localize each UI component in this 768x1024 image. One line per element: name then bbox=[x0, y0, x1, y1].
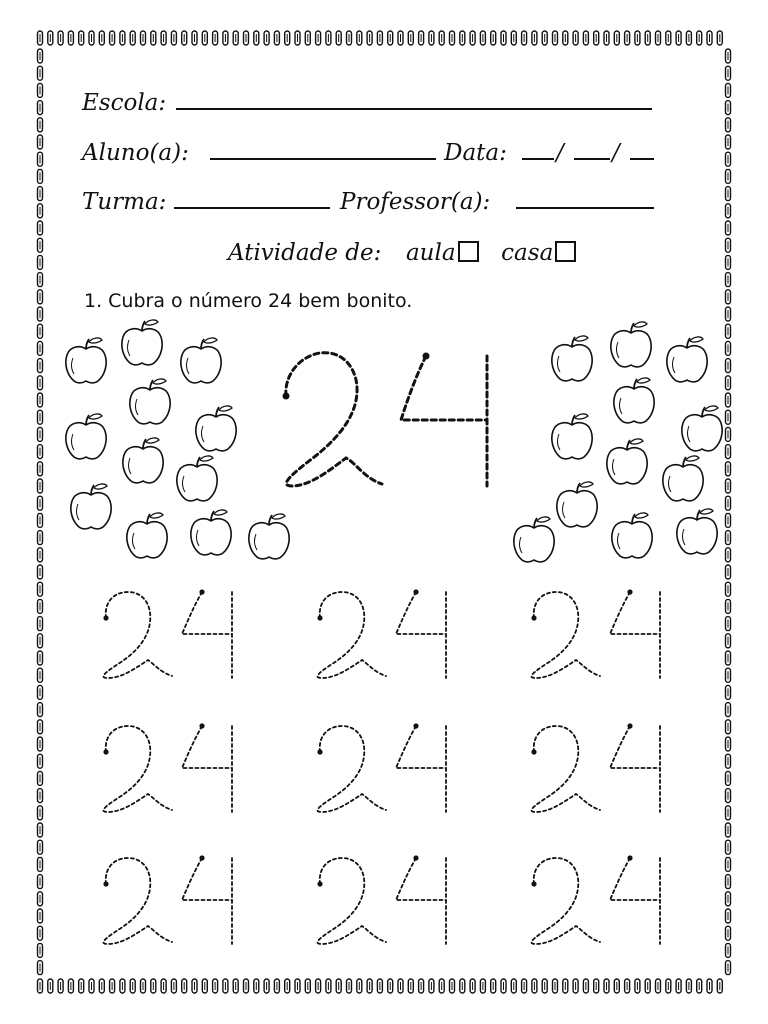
start-dot bbox=[103, 615, 108, 620]
start-dot bbox=[199, 723, 204, 728]
activity-home-option: casa bbox=[501, 240, 554, 266]
student-label: Aluno(a): bbox=[82, 140, 189, 166]
class-label: Turma: bbox=[82, 189, 167, 215]
start-dot bbox=[413, 855, 418, 860]
start-dot bbox=[103, 749, 108, 754]
practice-number-24[interactable] bbox=[317, 589, 446, 678]
start-dot bbox=[317, 881, 322, 886]
practice-number-24[interactable] bbox=[103, 589, 232, 678]
date-slash: / bbox=[612, 140, 620, 166]
start-dot bbox=[199, 855, 204, 860]
start-dot bbox=[531, 749, 536, 754]
start-dot bbox=[627, 855, 632, 860]
practice-number-24[interactable] bbox=[103, 723, 232, 812]
date-slash: / bbox=[556, 140, 564, 166]
start-dot bbox=[531, 881, 536, 886]
start-dot bbox=[627, 589, 632, 594]
practice-number-24[interactable] bbox=[531, 589, 660, 678]
practice-number-24[interactable] bbox=[531, 855, 660, 944]
school-label: Escola: bbox=[82, 90, 167, 116]
practice-number-24[interactable] bbox=[103, 855, 232, 944]
start-dot bbox=[317, 615, 322, 620]
start-dot bbox=[531, 615, 536, 620]
activity-class-option: aula bbox=[405, 240, 456, 266]
start-dot bbox=[103, 881, 108, 886]
start-dot bbox=[627, 723, 632, 728]
practice-number-24[interactable] bbox=[531, 723, 660, 812]
exercise-instruction: 1. Cubra o número 24 bem bonito. bbox=[84, 290, 413, 312]
practice-number-24[interactable] bbox=[317, 855, 446, 944]
date-label: Data: bbox=[444, 140, 507, 166]
teacher-label: Professor(a): bbox=[340, 189, 491, 215]
start-dot bbox=[413, 723, 418, 728]
start-dot bbox=[317, 749, 322, 754]
practice-number-24[interactable] bbox=[317, 723, 446, 812]
start-dot bbox=[413, 589, 418, 594]
start-dot bbox=[199, 589, 204, 594]
activity-label: Atividade de: bbox=[228, 240, 382, 266]
